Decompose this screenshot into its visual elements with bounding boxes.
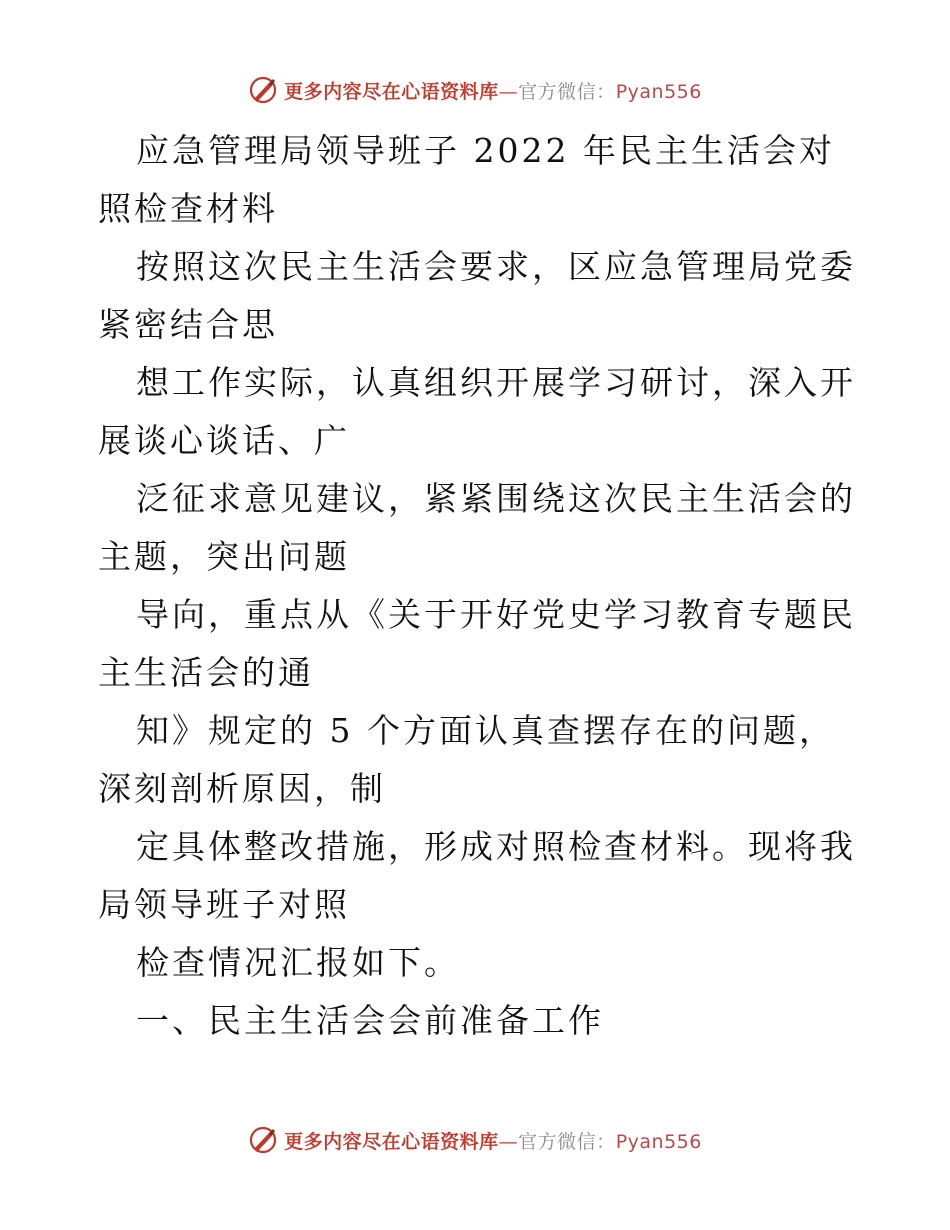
watermark-contact-label: 官方微信： [518,1130,616,1153]
paragraph: 按照这次民主生活会要求，区应急管理局党委紧密结合思 [98,247,856,344]
watermark-separator: — [498,80,519,103]
watermark-text [284,77,702,104]
paragraph: 导向，重点从《关于开好党史学习教育专题民主生活会的通 [98,595,856,692]
document-body [98,122,858,1050]
paragraph: 泛征求意见建议，紧紧围绕这次民主生活会的主题，突出问题 [98,479,856,576]
pen-logo-icon [248,75,278,105]
paragraph: 定具体整改措施，形成对照检查材料。现将我局领导班子对照 [98,827,856,924]
section-heading: 一、民主生活会会前准备工作 [136,1001,604,1040]
watermark-text [284,1127,702,1154]
paragraph: 知》规定的 5 个方面认真查摆存在的问题，深刻剖析原因，制 [98,711,835,808]
watermark-separator: — [498,1130,519,1153]
paragraph: 想工作实际，认真组织开展学习研讨，深入开展谈心谈话、广 [98,363,856,460]
paragraph: 检查情况汇报如下。 [136,943,460,982]
watermark-wechat-id: Pyan556 [615,1130,702,1153]
watermark-wechat-id: Pyan556 [615,80,702,103]
document-title: 应急管理局领导班子 2022 年民主生活会对照检查材料 [98,131,835,228]
watermark-contact-label: 官方微信： [518,80,616,103]
watermark-main-text: 更多内容尽在心语资料库 [284,1130,499,1153]
watermark-main-text: 更多内容尽在心语资料库 [284,80,499,103]
header-watermark [0,70,950,110]
pen-logo-icon [248,1125,278,1155]
footer-watermark [0,1120,950,1160]
